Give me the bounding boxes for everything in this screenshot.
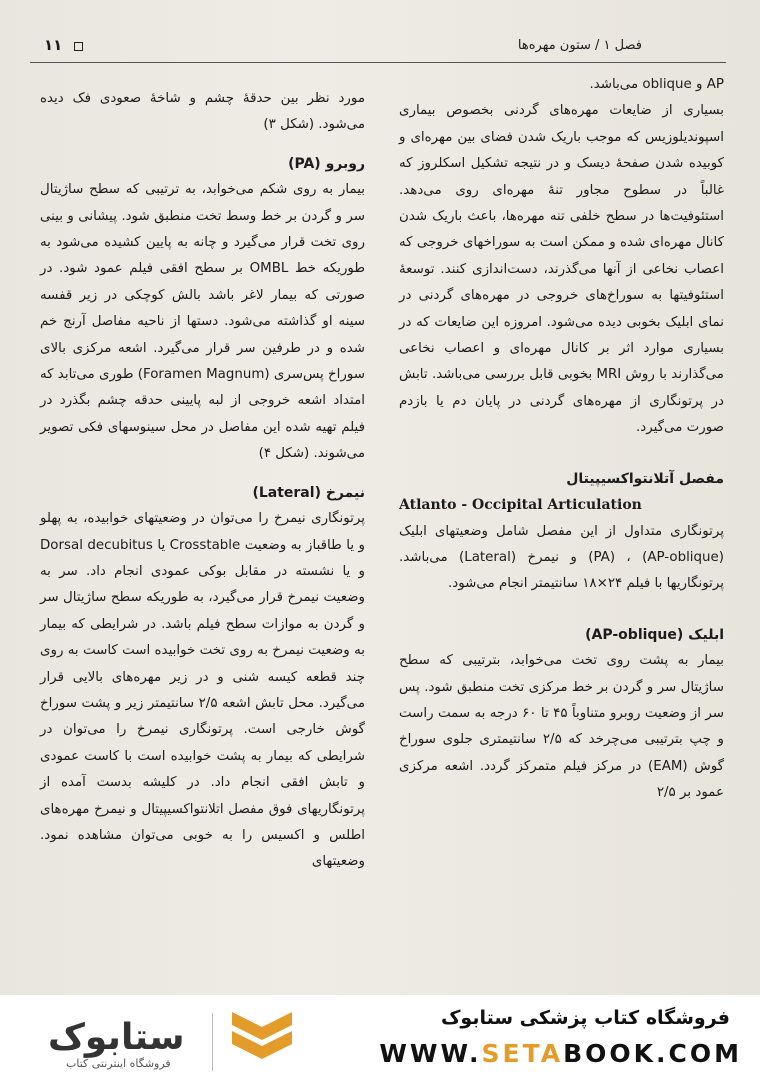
store-logo[interactable] [22,1003,312,1073]
page-header [30,28,726,63]
paragraph: AP و oblique می‌باشد. [589,77,724,92]
logo-wordmark: ستابوک [48,1017,185,1058]
section-heading-english: Atlanto - Occipital Articulation [399,497,642,514]
logo-arrows-icon [227,1007,297,1067]
paragraph: بسیاری از ضایعات مهره‌های گردنی بخصوص بیماری اسپوندیلوزیس که موجب باریک شدن فضای بین مهره‌ای و کوبیده شدن صفحهٔ دیسک و در نتیجه تشکیل اسکلروز که غالباً در سطوح مجاور تنهٔ مهره‌ای روی می‌دهد. استئوفیت‌ها در سطح خلفی تنه مهره‌ها، باعث باریک شدن کانال مهره‌ای شده و ممکن است به سوراخهای خروجی که اعصاب نخاعی از آنها می‌گذرند، دست‌اندازی کنند. توسعهٔ استئوفیتها به سوراخ‌های خروجی در مهره‌های گردنی در نمای ابلیک بخوبی دیده می‌شود. امروزه این ضایعات که در بسیاری موارد اثر بر کانال مهره‌ای و اعصاب نخاعی می‌گذارند با روش MRI بخوبی قابل بررسی می‌باشد. تابش در پرتونگاری از مهره‌های گردنی در پایان دم یا بازدم صورت می‌گیرد. [399,103,724,436]
paragraph: بیمار به روی شکم می‌خوابد، به ترتیبی که سطح ساژیتال سر و گردن بر خط وسط تخت منطبق شود. پیشانی و بینی روی تخت قرار می‌گیرد و چانه به پایین کشیده می‌شود به طوریکه خط OMBL بر سطح افقی فیلم عمود شود. در صورتی که بیمار لاغر باشد بالش کوچکی در زیر قفسه سینه او گذاشته می‌شود. دستها از ناحیه مفاصل آرنج خم شده و در طرفین سر قرار می‌گیرد. اشعه مرکزی بالای سوراخ پس‌سری (Foramen Magnum) طوری می‌تابد که امتداد اشعه خروجی از لبه پایینی حدقه چشم بگذرد در فیلم تهیه شده این مفاصل در محل سینوسهای فکی تصویر می‌شوند. (شکل ۴) [40,182,365,462]
store-footer-banner [0,995,760,1080]
section-heading: مفصل آتلانتواکسیپیتال [566,470,724,487]
section-heading: نیمرخ (Lateral) [252,484,365,501]
left-column [40,86,365,876]
logo-divider [212,1013,213,1071]
chapter-title: فصل ۱ / ستون مهره‌ها [517,37,642,53]
store-url-link[interactable] [379,1039,742,1068]
right-column [399,72,724,807]
store-name: فروشگاه کتاب پزشکی ستابوک [440,1007,730,1029]
square-ornament-icon [74,42,83,51]
paragraph: پرتونگاری نیمرخ را می‌توان در وضعیتهای خوابیده، به پهلو و یا طاقباز به وضعیت Crosstable یا Dorsal decubitus و یا نشسته در مقابل بوکی عمودی انجام داد. سر به وضعیت نیمرخ قرار می‌گیرد، به طوریکه سطح ساژیتال سر و گردن به موازات سطح فیلم باشد. در شرایطی که بیمار به وضعیت نیمرخ به روی تخت خوابیده است کاست به روی چند قطعه کیسه شنی و در زیر مهره‌های بالایی قرار می‌گیرد. محل تابش اشعه ۲/۵ سانتیمتر زیر و پشت سوراخ گوش خارجی است. پرتونگاری نیمرخ را می‌توان در شرایطی که بیمار به پشت خوابیده است با کاست عمودی و تابش افقی انجام داد. در کلیشه بدست آمده از پرتونگاریهای فوق مفصل اتلانتواکسیپیتال و نیمرخ مهره‌های اطلس و اکسیس را به خوبی می‌توان مشاهده نمود. وضعیتهای [40,511,365,870]
section-heading: روبرو (PA) [288,155,365,172]
logo-subtitle: فروشگاه اینترنتی کتاب [66,1057,171,1070]
url-book: BOOK [563,1039,657,1068]
paragraph: مورد نظر بین حدقهٔ چشم و شاخهٔ صعودی فک دیده می‌شود. (شکل ۳) [40,91,365,133]
url-prefix: WWW. [379,1039,482,1068]
paragraph: بیمار به پشت روی تخت می‌خوابد، بترتیبی که سطح ساژیتال سر و گردن بر خط مرکزی تخت منطبق شود. پس سر از وضعیت روبرو متناوباً ۴۵ تا ۶۰ درجه به سمت راست و چپ بترتیبی می‌چرخد که ۲/۵ سانتیمتری جلوی سوراخ گوش (EAM) در مرکز فیلم متمرکز گردد. اشعه مرکزی عمود بر ۲/۵ [399,653,725,801]
url-suffix: .COM [656,1039,742,1068]
paragraph: پرتونگاری متداول از این مفصل شامل وضعیتهای ابلیک (AP-oblique) ، (PA) و نیمرخ (Lateral) می‌باشد. پرتونگاریها با فیلم ۲۴×۱۸ سانتیمتر انجام می‌شود. [399,523,724,592]
section-heading: ابلیک (AP-oblique) [585,626,724,643]
page-number: ۱۱ [44,36,63,54]
url-seta: SETA [481,1039,564,1068]
